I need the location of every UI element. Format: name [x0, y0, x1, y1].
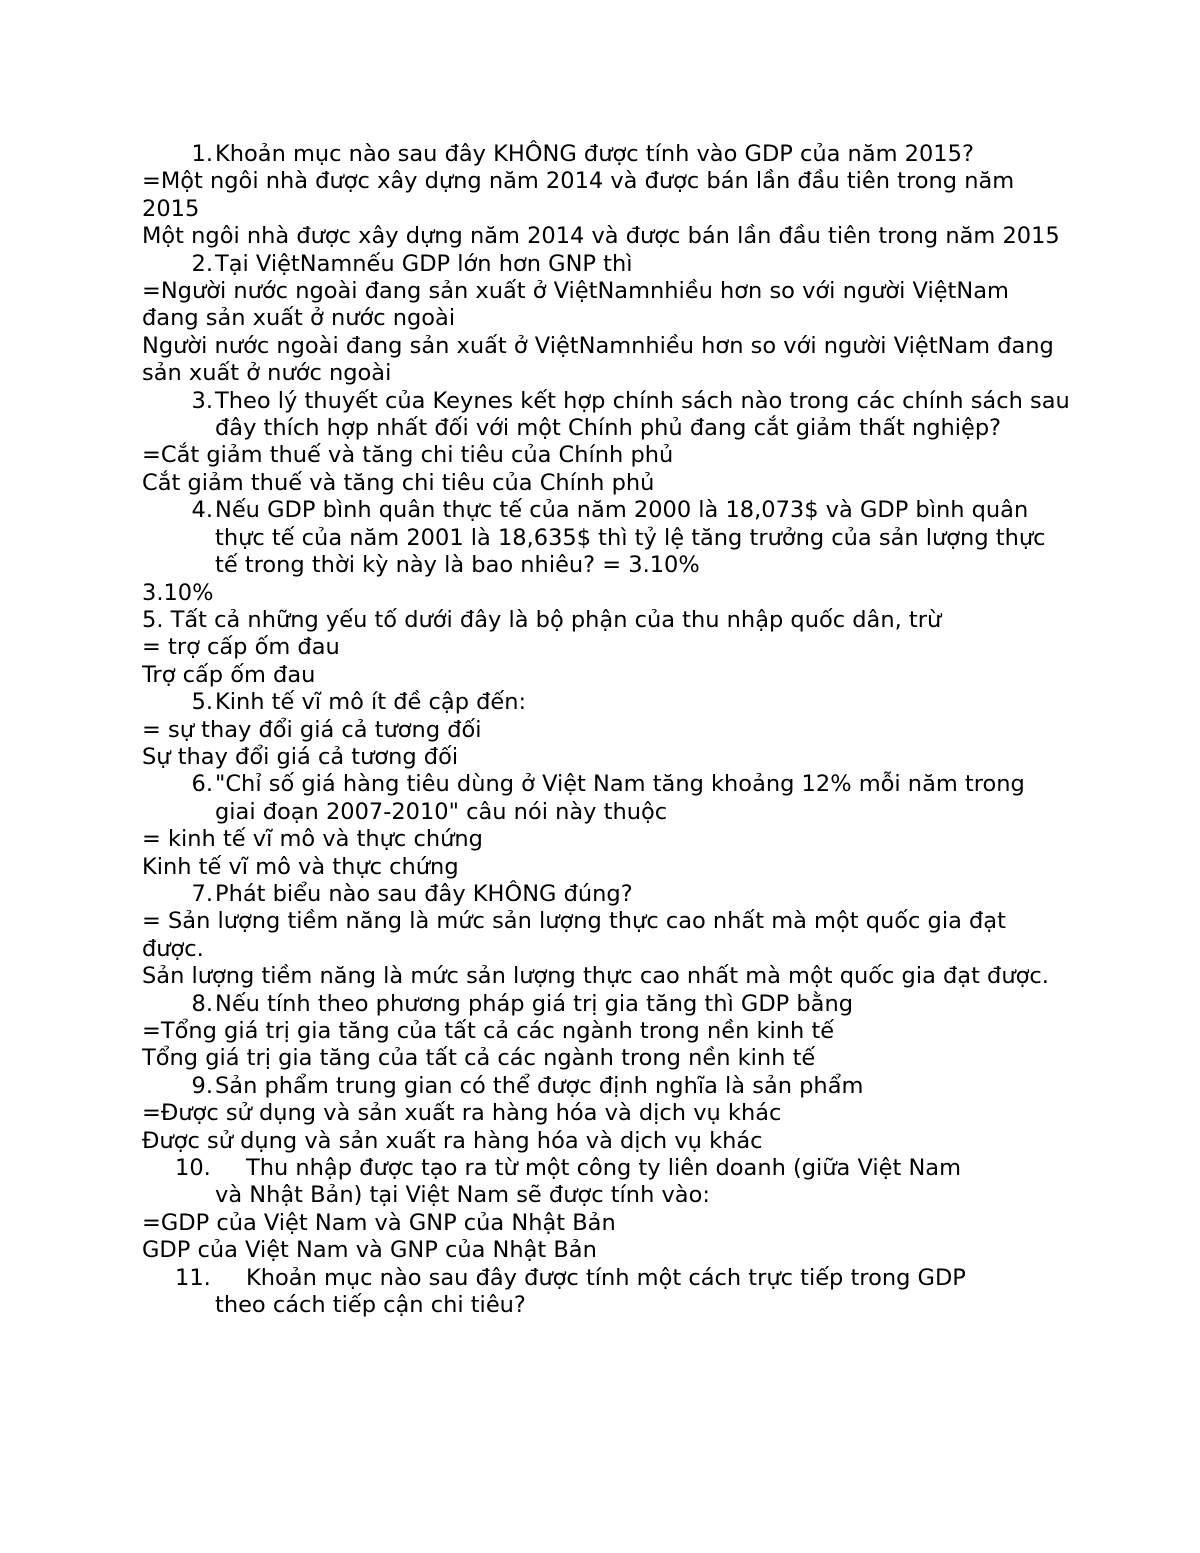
answer: Tổng giá trị gia tăng của tất cả các ngành trong nền kinh tế	[142, 1045, 816, 1072]
question-number: 7.	[191, 880, 213, 907]
question-text-first-line: Thu nhập được tạo ra từ một công ty liên doanh (giữa Việt Nam	[246, 1155, 962, 1182]
question-number: 4.	[191, 497, 213, 524]
question-6	[142, 771, 1072, 826]
question-number: 9.	[191, 1072, 213, 1099]
question-number: 10.	[175, 1155, 211, 1182]
question-2	[142, 251, 1072, 278]
answer-marked: =Được sử dụng và sản xuất ra hàng hóa và dịch vụ khác	[142, 1100, 782, 1127]
answer: Kinh tế vĩ mô và thực chứng	[142, 853, 459, 880]
answer: Sự thay đổi giá cả tương đối	[142, 743, 459, 770]
question-5-plain: 5. Tất cả những yếu tố dưới đây là bộ phận của thu nhập quốc dân, trừ	[142, 606, 942, 633]
question-text: Nếu tính theo phương pháp giá trị gia tăng thì GDP bằng	[215, 990, 854, 1017]
answer-marked: =Người nước ngoài đang sản xuất ở ViệtNamnhiều hơn so với người ViệtNam đang sản xuất ở nước ngoài	[142, 278, 1017, 332]
answer: Một ngôi nhà được xây dựng năm 2014 và được bán lần đầu tiên trong năm 2015	[142, 223, 1060, 250]
answer: 3.10%	[142, 579, 214, 606]
question-text-rest: và Nhật Bản) tại Việt Nam sẽ được tính vào:	[215, 1182, 710, 1209]
answer-marked: =Tổng giá trị gia tăng của tất cả các ngành trong nền kinh tế	[142, 1018, 835, 1044]
answer-marked: =Một ngôi nhà được xây dựng năm 2014 và được bán lần đầu tiên trong năm 2015	[142, 168, 1022, 222]
question-number: 8.	[191, 990, 213, 1017]
question-text: "Chỉ số giá hàng tiêu dùng ở Việt Nam tăng khoảng 12% mỗi năm trong giai đoạn 2007-2010" câu nói này thuộc	[215, 771, 1025, 825]
question-number: 3.	[191, 387, 213, 414]
question-10-continued	[142, 1182, 1072, 1209]
question-text: Nếu GDP bình quân thực tế của năm 2000 là 18,073$ và GDP bình quân thực tế của năm 2001 là 18,635$ thì tỷ lệ tăng trưởng của sản lượng thực tế trong thời kỳ này là bao nhiêu? = 3.10%	[215, 497, 1046, 579]
answer-marked: =Cắt giảm thuế và tăng chi tiêu của Chính phủ	[142, 442, 674, 469]
answer: Cắt giảm thuế và tăng chi tiêu của Chính phủ	[142, 469, 655, 496]
question-number: 2.	[191, 250, 213, 277]
question-text: Khoản mục nào sau đây KHÔNG được tính vào GDP của năm 2015?	[215, 141, 974, 167]
question-text: Tại ViệtNamnếu GDP lớn hơn GNP thì	[215, 250, 633, 277]
question-8	[142, 991, 1072, 1018]
question-9	[142, 1073, 1072, 1100]
question-text	[246, 1265, 1072, 1292]
question-text: Kinh tế vĩ mô ít đề cập đến:	[215, 689, 527, 716]
question-text-rest: theo cách tiếp cận chi tiêu?	[215, 1292, 526, 1319]
answer-marked: = sự thay đổi giá cả tương đối	[142, 716, 482, 743]
question-number: 6.	[191, 771, 213, 798]
question-10	[142, 1155, 1072, 1182]
question-11-continued	[142, 1292, 1072, 1319]
question-number: 5.	[191, 689, 213, 716]
question-text	[246, 1155, 1072, 1182]
answer: Người nước ngoài đang sản xuất ở ViệtNamnhiều hơn so với người ViệtNam đang sản xuất ở nước ngoài	[142, 332, 1061, 387]
question-7	[142, 881, 1072, 908]
question-list	[142, 141, 1072, 1319]
answer-marked: = trợ cấp ốm đau	[142, 634, 340, 661]
answer: Được sử dụng và sản xuất ra hàng hóa và dịch vụ khác	[142, 1127, 763, 1154]
question-number: 11.	[175, 1264, 211, 1291]
question-3	[142, 388, 1072, 443]
answer: GDP của Việt Nam và GNP của Nhật Bản	[142, 1237, 597, 1264]
question-number: 1.	[191, 141, 213, 167]
question-4	[142, 497, 1072, 579]
question-1	[142, 141, 1072, 168]
question-text: Phát biểu nào sau đây KHÔNG đúng?	[215, 880, 633, 907]
question-text: Theo lý thuyết của Keynes kết hợp chính sách nào trong các chính sách sau đây thích hợp nhất đối với một Chính phủ đang cắt giảm thất nghiệp?	[215, 387, 1070, 442]
question-5	[142, 689, 1072, 716]
answer: Sản lượng tiềm năng là mức sản lượng thực cao nhất mà một quốc gia đạt được.	[142, 963, 1049, 990]
question-text-first-line: Khoản mục nào sau đây được tính một cách trực tiếp trong GDP	[246, 1264, 966, 1291]
answer-marked: =GDP của Việt Nam và GNP của Nhật Bản	[142, 1209, 616, 1236]
answer: Trợ cấp ốm đau	[142, 661, 316, 688]
question-11	[142, 1265, 1072, 1292]
answer-marked: = kinh tế vĩ mô và thực chứng	[142, 826, 483, 853]
answer-marked: = Sản lượng tiềm năng là mức sản lượng thực cao nhất mà một quốc gia đạt được.	[142, 908, 1014, 962]
question-text: Sản phẩm trung gian có thể được định nghĩa là sản phẩm	[215, 1072, 864, 1099]
